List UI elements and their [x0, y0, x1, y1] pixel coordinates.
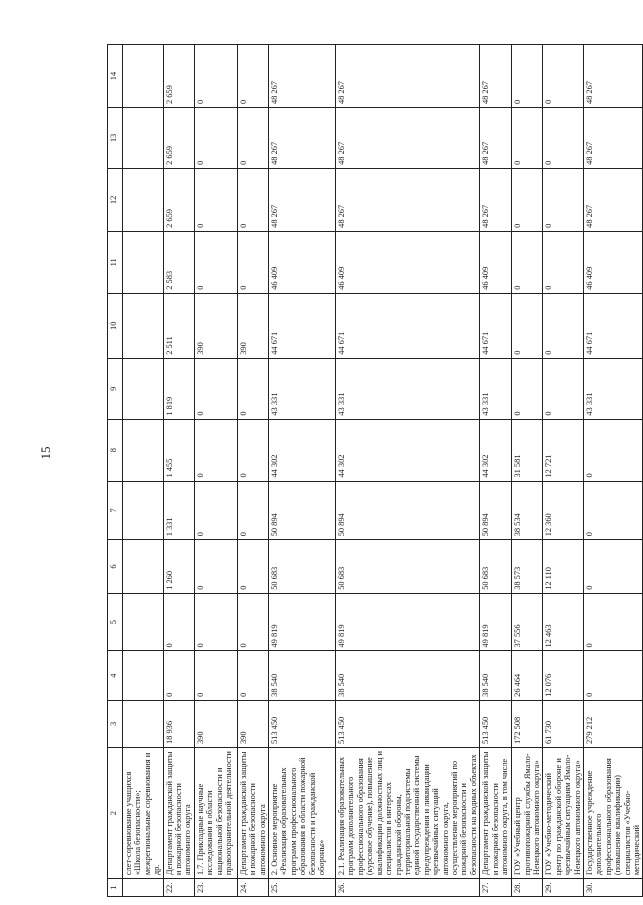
- value-cell: 2 511: [163, 293, 194, 358]
- value-cell: 0: [163, 593, 194, 651]
- value-cell: 0: [237, 540, 268, 594]
- row-number: 23.: [194, 879, 237, 897]
- value-cell: 0: [512, 293, 543, 358]
- value-cell: 12 721: [543, 419, 584, 481]
- value-cell: 1 260: [163, 540, 194, 594]
- value-cell: 0: [512, 168, 543, 231]
- value-cell: 2 659: [163, 168, 194, 231]
- table-row: [269, 45, 336, 897]
- value-cell: 1 331: [163, 481, 194, 540]
- value-cell: [123, 651, 164, 700]
- value-cell: 38 540: [336, 651, 480, 700]
- value-cell: 0: [237, 168, 268, 231]
- value-cell: 48 267: [584, 45, 643, 108]
- column-header: 2: [108, 748, 123, 879]
- value-cell: 44 671: [480, 293, 512, 358]
- value-cell: 0: [512, 358, 543, 419]
- value-cell: 48 267: [480, 168, 512, 231]
- value-cell: 0: [237, 593, 268, 651]
- value-cell: 0: [512, 45, 543, 108]
- value-cell: 44 302: [480, 419, 512, 481]
- column-header: 10: [108, 293, 123, 358]
- value-cell: 279 212: [584, 700, 643, 747]
- header-row: [108, 45, 123, 897]
- column-header: 14: [108, 45, 123, 108]
- row-description: слет-соревнование учащихся «Школа безопасности»; межрегиональные соревнования и др.: [123, 748, 164, 879]
- value-cell: 1 455: [163, 419, 194, 481]
- value-cell: 390: [194, 293, 237, 358]
- value-cell: 50 683: [480, 540, 512, 594]
- value-cell: 38 573: [512, 540, 543, 594]
- value-cell: 0: [237, 108, 268, 169]
- value-cell: 390: [237, 293, 268, 358]
- value-cell: 0: [512, 231, 543, 293]
- value-cell: 44 671: [336, 293, 480, 358]
- value-cell: 0: [237, 45, 268, 108]
- table-body: [123, 45, 643, 897]
- value-cell: 0: [194, 540, 237, 594]
- row-description: 2.1. Реализация образовательных программ дополнительного профессионального образования (курсовое обучение), повышение квалификации должностных лиц и специалистов в интересах гражданской обороны, территориальной подсистемы единой государственной системы предупреждения и ликвидации чрезвычайных ситуаций автономного округа, осуществление мероприятий по пожарной безопасности и безопасности на водных объектах: [336, 748, 480, 879]
- value-cell: 49 819: [336, 593, 480, 651]
- value-cell: 46 409: [336, 231, 480, 293]
- column-header: 8: [108, 419, 123, 481]
- value-cell: [123, 108, 164, 169]
- value-cell: [123, 168, 164, 231]
- table-row: [194, 45, 237, 897]
- value-cell: 50 683: [336, 540, 480, 594]
- value-cell: [123, 481, 164, 540]
- value-cell: 48 267: [269, 45, 336, 108]
- row-description: 1.7. Прикладные научные исследования в области национальной безопасности и правоохранительной деятельности: [194, 748, 237, 879]
- row-number: 26.: [336, 879, 480, 897]
- value-cell: 37 556: [512, 593, 543, 651]
- value-cell: 46 409: [480, 231, 512, 293]
- value-cell: 0: [194, 651, 237, 700]
- value-cell: 0: [237, 231, 268, 293]
- column-header: 12: [108, 168, 123, 231]
- value-cell: [123, 419, 164, 481]
- value-cell: 44 302: [269, 419, 336, 481]
- table-row: [123, 45, 164, 897]
- value-cell: 43 331: [480, 358, 512, 419]
- value-cell: 50 894: [336, 481, 480, 540]
- value-cell: 0: [194, 481, 237, 540]
- value-cell: 0: [163, 651, 194, 700]
- value-cell: 44 671: [584, 293, 643, 358]
- row-number: 27.: [480, 879, 512, 897]
- value-cell: 48 267: [584, 108, 643, 169]
- value-cell: 0: [237, 481, 268, 540]
- value-cell: 0: [194, 108, 237, 169]
- value-cell: 48 267: [584, 168, 643, 231]
- value-cell: [123, 540, 164, 594]
- budget-table-sheet: [107, 44, 642, 897]
- value-cell: 38 534: [512, 481, 543, 540]
- value-cell: 48 267: [480, 108, 512, 169]
- value-cell: 12 463: [543, 593, 584, 651]
- value-cell: 0: [584, 481, 643, 540]
- table-row: [336, 45, 480, 897]
- value-cell: 61 730: [543, 700, 584, 747]
- value-cell: 43 331: [584, 358, 643, 419]
- value-cell: 48 267: [336, 168, 480, 231]
- row-description: ГОУ «Учебно-методический центр по гражданской обороне и чрезвычайным ситуациям Ямало-Ненецкого автономного округа»: [543, 748, 584, 879]
- row-description: Департамент гражданской защиты и пожарной безопасности автономного округа: [163, 748, 194, 879]
- value-cell: [123, 593, 164, 651]
- column-header: 11: [108, 231, 123, 293]
- value-cell: 49 819: [480, 593, 512, 651]
- row-number: 30.: [584, 879, 643, 897]
- value-cell: 0: [194, 45, 237, 108]
- value-cell: 12 076: [543, 651, 584, 700]
- value-cell: 0: [584, 593, 643, 651]
- value-cell: 0: [194, 358, 237, 419]
- value-cell: 48 267: [336, 45, 480, 108]
- value-cell: 0: [194, 231, 237, 293]
- row-number: 24.: [237, 879, 268, 897]
- value-cell: 12 360: [543, 481, 584, 540]
- value-cell: 46 409: [584, 231, 643, 293]
- value-cell: 0: [237, 358, 268, 419]
- row-description: Государственное учреждение дополнительного профессионального образования (повышение квалификации) специалистов «Учебно-методический: [584, 748, 643, 879]
- value-cell: 0: [543, 231, 584, 293]
- column-header: 1: [108, 879, 123, 897]
- value-cell: 49 819: [269, 593, 336, 651]
- row-description: ГОУ «Учебный центр противопожарной службы Ямало-Ненецкого автономного округа»: [512, 748, 543, 879]
- value-cell: 2 659: [163, 45, 194, 108]
- table-row: [584, 45, 643, 897]
- row-number: 28.: [512, 879, 543, 897]
- column-header: 6: [108, 540, 123, 594]
- value-cell: 0: [584, 540, 643, 594]
- row-number: [123, 879, 164, 897]
- value-cell: 0: [237, 651, 268, 700]
- value-cell: 18 936: [163, 700, 194, 747]
- value-cell: 43 331: [336, 358, 480, 419]
- table-row: [163, 45, 194, 897]
- value-cell: 0: [237, 419, 268, 481]
- value-cell: 0: [543, 293, 584, 358]
- row-number: 29.: [543, 879, 584, 897]
- value-cell: 172 508: [512, 700, 543, 747]
- value-cell: 48 267: [269, 108, 336, 169]
- value-cell: 390: [237, 700, 268, 747]
- value-cell: 50 894: [480, 481, 512, 540]
- value-cell: 50 894: [269, 481, 336, 540]
- value-cell: [123, 358, 164, 419]
- value-cell: 2 583: [163, 231, 194, 293]
- row-description: 2. Основное мероприятие «Реализация образовательных программ профессионального образования в области пожарной безопасности и гражданской обороны»: [269, 748, 336, 879]
- value-cell: 48 267: [480, 45, 512, 108]
- value-cell: 50 683: [269, 540, 336, 594]
- value-cell: [123, 45, 164, 108]
- column-header: 3: [108, 700, 123, 747]
- table-row: [480, 45, 512, 897]
- value-cell: 513 450: [336, 700, 480, 747]
- row-description: Департамент гражданской защиты и пожарной безопасности автономного округа: [237, 748, 268, 879]
- value-cell: 0: [543, 45, 584, 108]
- value-cell: 0: [584, 419, 643, 481]
- value-cell: 0: [543, 108, 584, 169]
- value-cell: 0: [194, 419, 237, 481]
- value-cell: 44 671: [269, 293, 336, 358]
- budget-table: [107, 44, 643, 897]
- page-number: 15: [38, 446, 53, 460]
- value-cell: 48 267: [269, 168, 336, 231]
- value-cell: 0: [543, 358, 584, 419]
- value-cell: [123, 700, 164, 747]
- column-header: 9: [108, 358, 123, 419]
- column-header: 5: [108, 593, 123, 651]
- value-cell: 0: [194, 593, 237, 651]
- table-row: [237, 45, 268, 897]
- value-cell: 26 464: [512, 651, 543, 700]
- value-cell: [123, 231, 164, 293]
- value-cell: 44 302: [336, 419, 480, 481]
- row-number: 22.: [163, 879, 194, 897]
- value-cell: 0: [512, 108, 543, 169]
- value-cell: 0: [584, 651, 643, 700]
- value-cell: 513 450: [269, 700, 336, 747]
- table-row: [543, 45, 584, 897]
- value-cell: 0: [194, 168, 237, 231]
- value-cell: 31 581: [512, 419, 543, 481]
- column-header: 7: [108, 481, 123, 540]
- value-cell: 513 450: [480, 700, 512, 747]
- value-cell: 0: [543, 168, 584, 231]
- value-cell: 48 267: [336, 108, 480, 169]
- row-description: Департамент гражданской защиты и пожарной безопасности автономного округа, в том числе: [480, 748, 512, 879]
- value-cell: 1 819: [163, 358, 194, 419]
- table-row: [512, 45, 543, 897]
- row-number: 25.: [269, 879, 336, 897]
- value-cell: [123, 293, 164, 358]
- value-cell: 38 540: [480, 651, 512, 700]
- value-cell: 2 659: [163, 108, 194, 169]
- value-cell: 46 409: [269, 231, 336, 293]
- value-cell: 38 540: [269, 651, 336, 700]
- value-cell: 12 110: [543, 540, 584, 594]
- column-header: 4: [108, 651, 123, 700]
- column-header: 13: [108, 108, 123, 169]
- value-cell: 390: [194, 700, 237, 747]
- value-cell: 43 331: [269, 358, 336, 419]
